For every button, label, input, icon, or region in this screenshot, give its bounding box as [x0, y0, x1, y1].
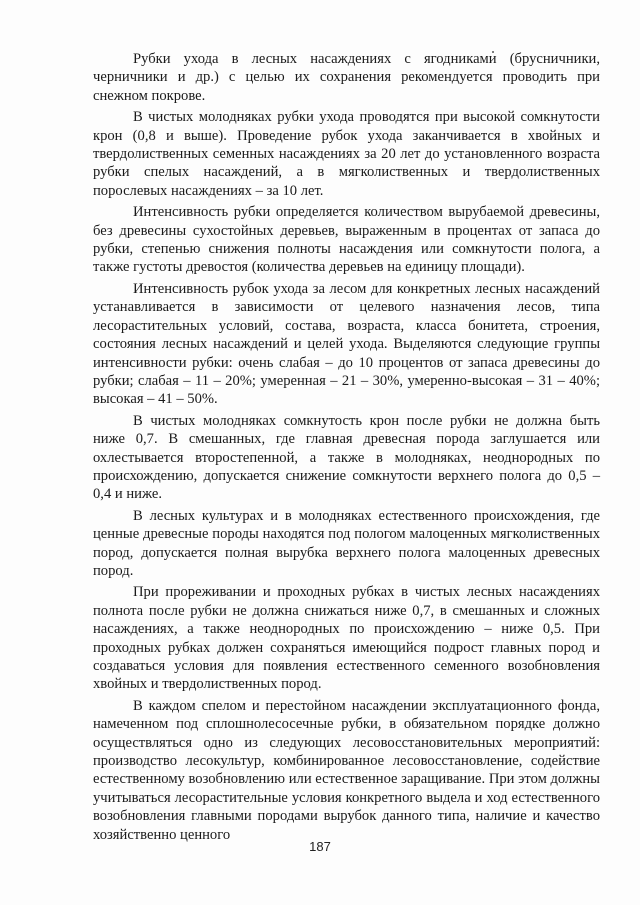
paragraph-crown-closure: В чистых молодняках сомкнутость крон после рубки не должна быть ниже 0,7. В смешанных, где главная древесная порода заглушается или охлестывается второстепенной, а также в молодняках, неоднородных по происхождению, допускается снижение сомкнутости верхнего полога до 0,5 – 0,4 и ниже.: [93, 412, 600, 503]
paragraph-reforestation: В каждом спелом и перестойном насаждении эксплуатационного фонда, намеченном под сплошнолесосечные рубки, в обязательном порядке должно осуществляться одно из следующих лесовосстановительных мероприятий: производство лесокультур, комбинированное лесовосстановление, содействие естественному возобновлению или естественное заращивание. При этом должны учитываться лесорастительные условия конкретного выдела и ход естественного возобновления главными породами вырубок данного типа, наличие и качество хозяйственно ценного: [93, 697, 600, 843]
paragraph-forest-cultures: В лесных культурах и в молодняках естественного происхождения, где ценные древесные породы находятся под пологом малоценных мягколиственных пород, допускается полная вырубка верхнего полога малоценных древесных пород.: [93, 507, 600, 579]
paragraph-felling-intensity-definition: Интенсивность рубки определяется количеством вырубаемой древесины, без древесины сухостойных деревьев, выраженным в процентах от запаса до рубки, степенью снижения полноты насаждения или сомкнутости полога, а также густоты древостоя (количества деревьев на единицу площади).: [93, 204, 600, 276]
paragraph-thinning: При прореживании и проходных рубках в чистых лесных насаждениях полнота после рубки не должна снижаться ниже 0,7, в смешанных и сложных насаждениях, а также неоднородных по происхождению – ниже 0,5. При проходных рубках должен сохраняться имеющийся подрост главных пород и создаваться условия для появления естественного семенного возобновления хвойных и твердолиственных пород.: [93, 584, 600, 693]
paragraph-intensity-groups: Интенсивность рубок ухода за лесом для конкретных лесных насаждений устанавливается в зависимости от целевого назначения лесов, типа лесорастительных условий, состава, возраста, класса бонитета, строения, состояния лесных насаждений и целей ухода. Выделяются следующие группы интенсивности рубки: очень слабая – до 10 процентов от запаса древесины до рубки; слабая – 11 – 20%; умеренная – 21 – 30%, умеренно-высокая – 31 – 40%; высокая – 41 – 50%.: [93, 280, 600, 408]
page-number: 187: [309, 839, 331, 854]
body-text: [93, 50, 600, 844]
paragraph-pure-young-stands: В чистых молодняках рубки ухода проводятся при высокой сомкнутости крон (0,8 и выше). Проведение рубок ухода заканчивается в хвойных и твердолиственных семенных насаждениях за 20 лет до установленного возраста рубки спелых насаждений, а в мягколиственных и твердолиственных порослевых насаждениях – за 10 лет.: [93, 109, 600, 199]
paragraph-berry-stands: Рубки ухода в лесных насаждениях с ягодниками (брусничники, черничники и др.) с целью их сохранения рекомендуется проводить при снежном покрове.: [93, 51, 600, 104]
